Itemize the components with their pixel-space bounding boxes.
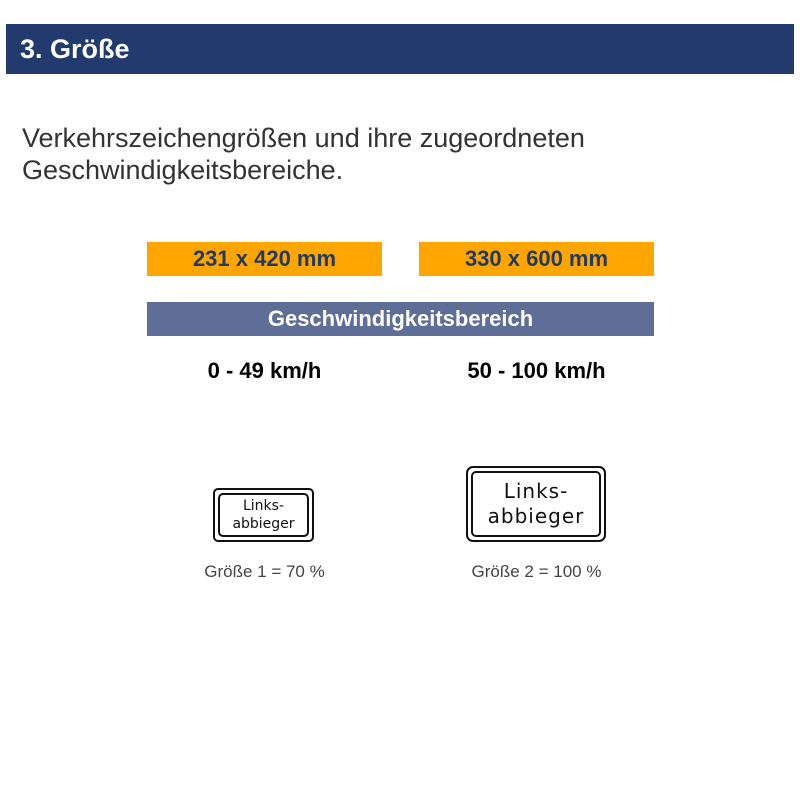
intro-line-2: Geschwindigkeitsbereiche. (22, 155, 344, 185)
caption-size-1: Größe 1 = 70 % (204, 562, 325, 581)
intro-line-1: Verkehrszeichengrößen und ihre zugeordneten (22, 123, 585, 153)
intro-text (22, 122, 762, 186)
speed-range-size-1: 0 - 49 km/h (207, 358, 322, 383)
sign-size-1-line-2: abbieger (232, 516, 295, 532)
sign-size-1 (213, 488, 314, 542)
page-title: 3. Größe (6, 24, 794, 74)
sign-size-2-line-1: Links- (503, 479, 569, 503)
size-1-label: 231 x 420 mm (147, 242, 382, 276)
sign-size-1-line-1: Links- (242, 498, 284, 514)
speed-range-heading: Geschwindigkeitsbereich (147, 302, 654, 336)
caption-size-2: Größe 2 = 100 % (471, 562, 602, 581)
speed-range-size-2: 50 - 100 km/h (467, 358, 606, 383)
sign-size-2-line-2: abbieger (487, 504, 585, 528)
size-2-label: 330 x 600 mm (419, 242, 654, 276)
sign-size-2 (466, 466, 606, 542)
